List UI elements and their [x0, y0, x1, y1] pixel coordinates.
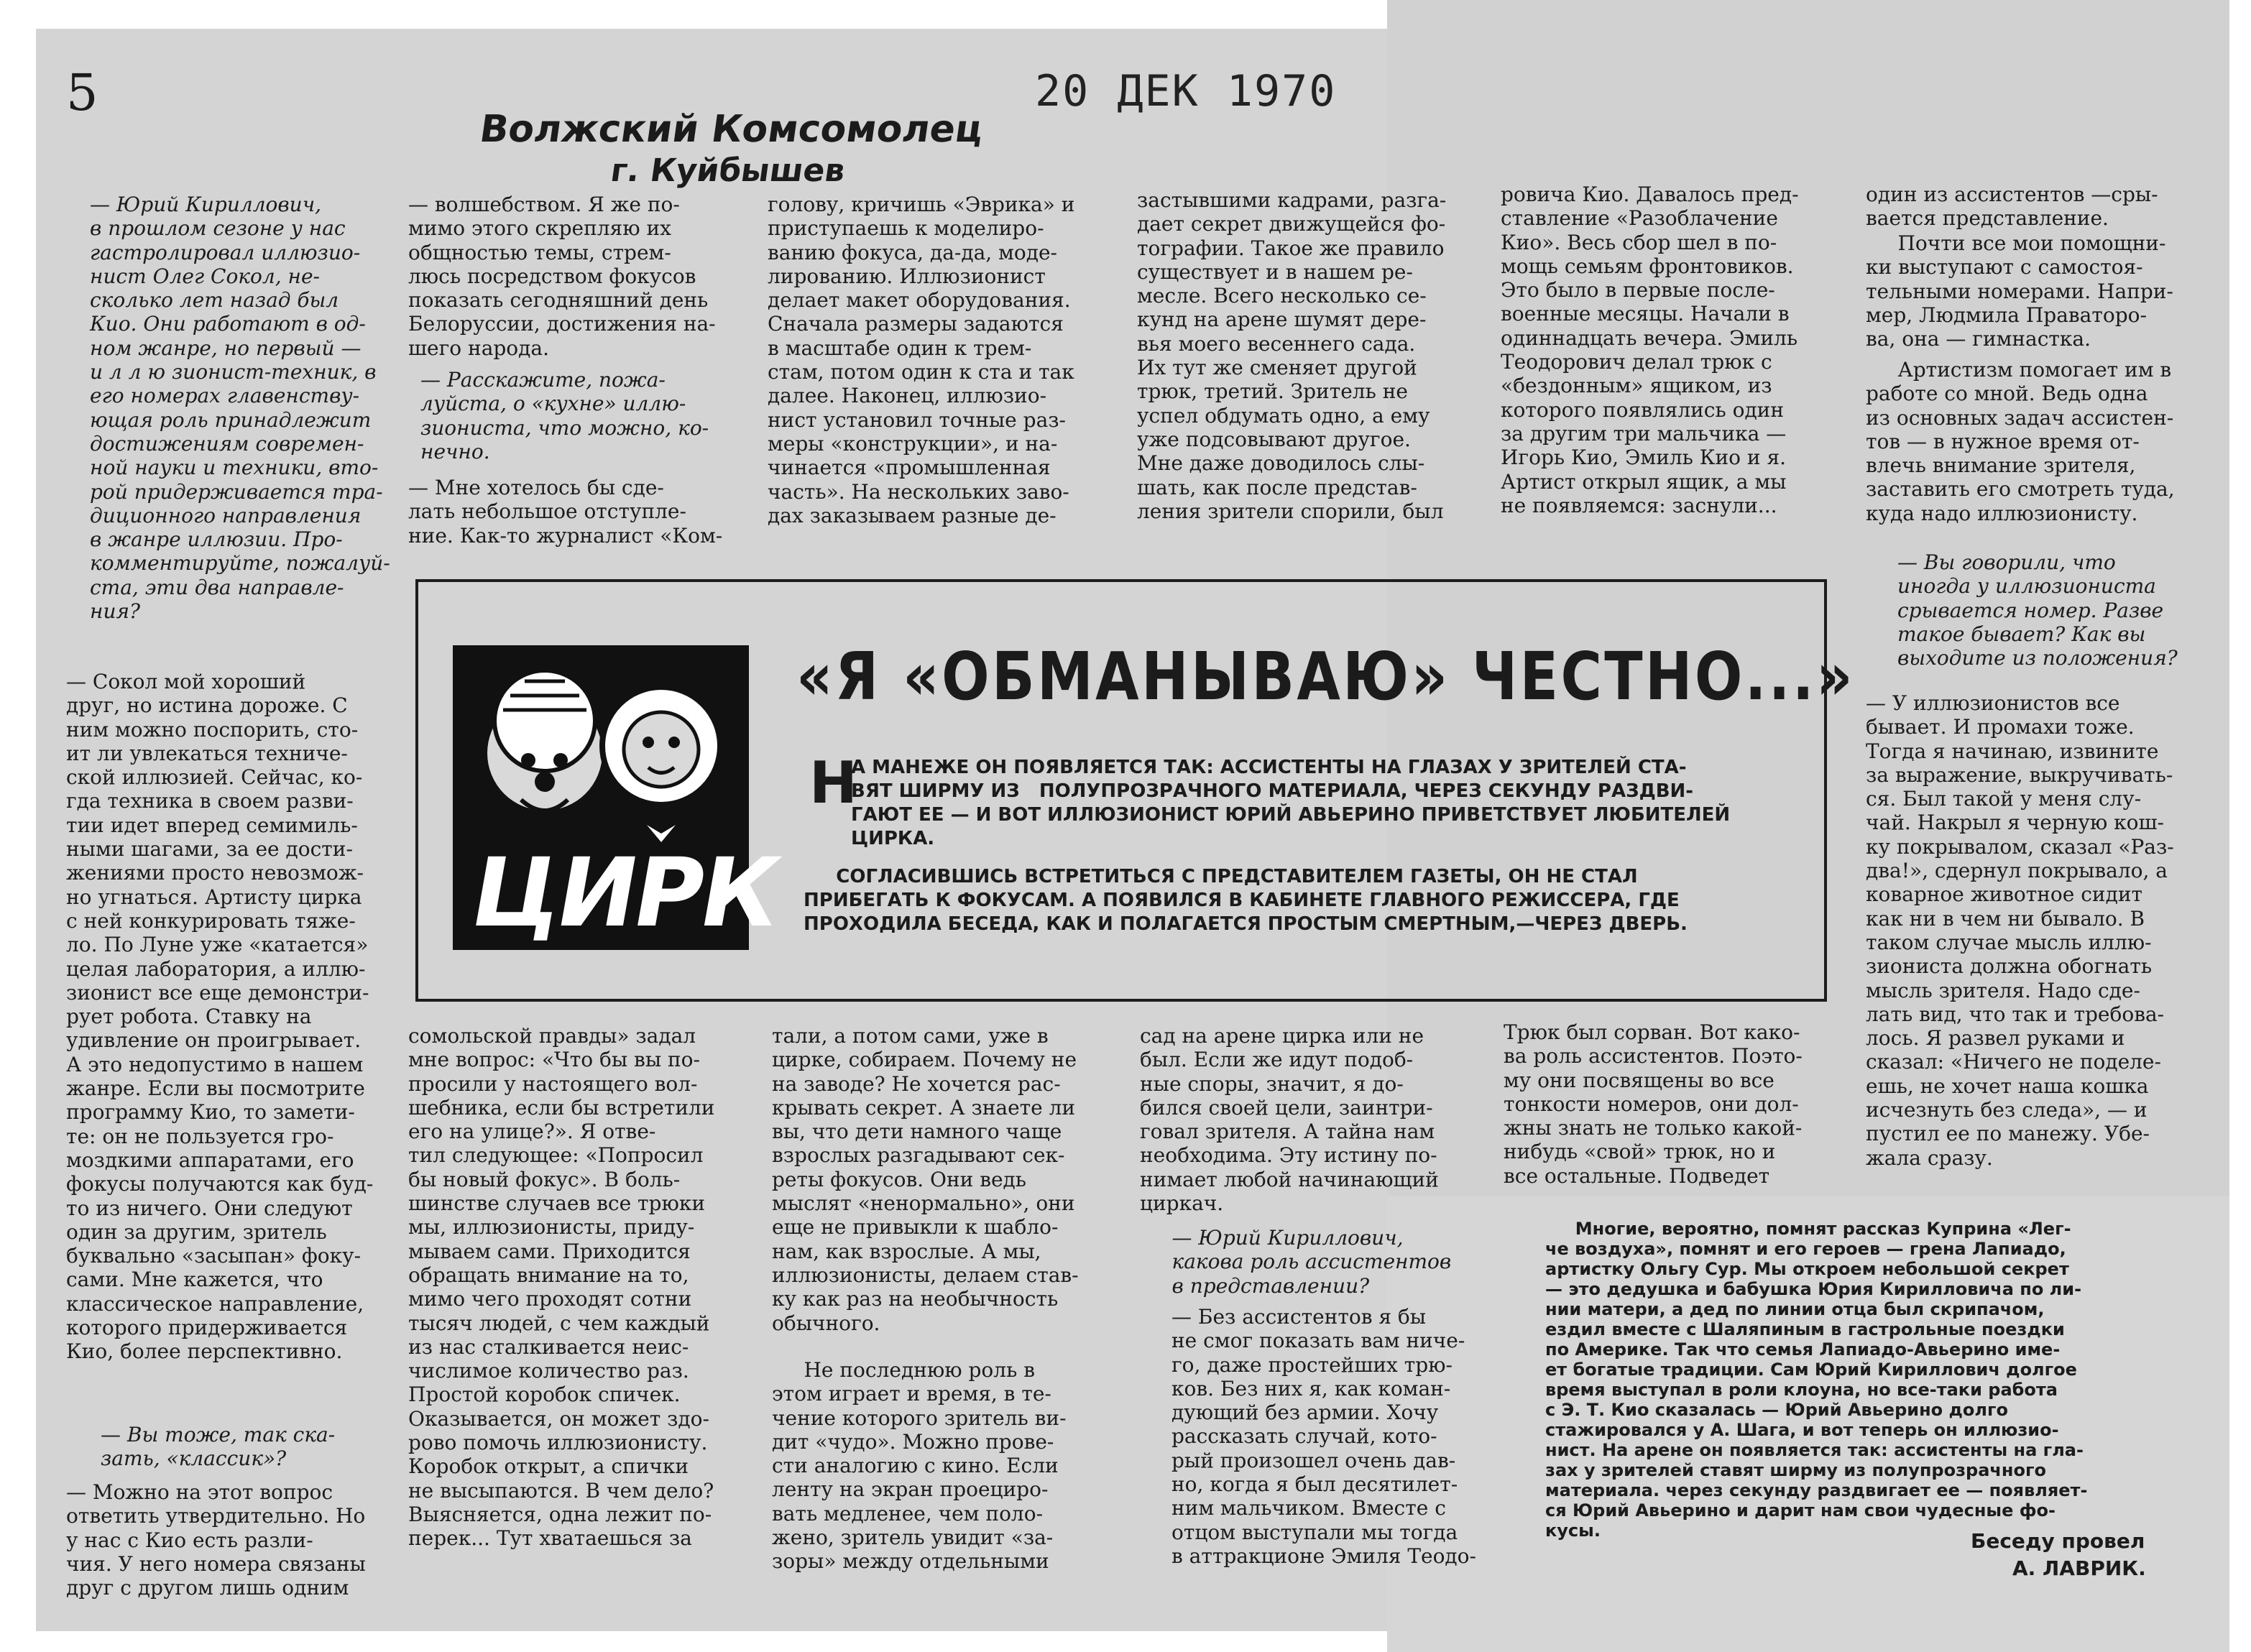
- circus-logo: [453, 645, 786, 950]
- column-1-answer-2: — Можно на этот вопрос ответить утвердительно. Но у нас с Кио есть разли- чия. У него номера связаны друг с другом лишь одним: [66, 1480, 366, 1600]
- circus-logo-text: ЦИРК: [463, 838, 786, 949]
- column-6-question: — Вы говорили, что иногда у иллюзиониста срывается номер. Разве такое бывает? Как вы выходите из положения?: [1897, 550, 2178, 670]
- column-5-text: ровича Кио. Давалось пред- ставление «Разоблачение Кио». Весь сбор шел в по- мощь семьям фронтовиков. Это было в первые после- военные месяцы. Начали в одиннадцать вечера. Эмиль Теодорович делал трюк с «бездонным» ящиком, из которого появлялись один за другим три мальчика — Игорь Кио, Эмиль Кио и я. Артист открыл ящик, а мы не появляемся: заснули...: [1501, 183, 1799, 517]
- column-b4-text-b: — Без ассистентов я бы не смог показать вам ниче- го, даже простейших трю- ков. Без них я, как коман- дующий без армии. Хочу рассказать случай, кото- рый произошел очень дав- но, когда я был десятилет- ним мальчиком. Вместе с отцом выступали мы тогда в аттракционе Эмиля Теодо-: [1171, 1305, 1476, 1568]
- byline-author: А. ЛАВРИК.: [2012, 1556, 2146, 1580]
- column-1-question: — Юрий Кириллович, в прошлом сезоне у нас гастролировал иллюзио- нист Олег Сокол, не- сколько лет назад был Кио. Они работают в од- ном жанре, но первый — и л л ю зионист-техник, в его номерах главенству- ющая роль принадлежит достижениям современ- ной науки и техники, вто- рой придерживается тра- диционного направления в жанре иллюзии. Про- комментируйте, пожалуй- ста, эти два направле- ния?: [90, 193, 390, 624]
- newspaper-name-stamp: Волжский Комсомолец: [477, 108, 986, 151]
- date-stamp: 20 ДЕК 1970: [1035, 66, 1337, 116]
- column-2-answer: — волшебством. Я же по- мимо этого скрепляю их общностью темы, стрем- люсь посредством фокусов показать сегодняшний день Белоруссии, достижения на- шего народа.: [408, 193, 716, 360]
- page-number: 5: [66, 63, 98, 122]
- column-b5-text: Трюк был сорван. Вот како- ва роль ассистентов. Поэто- му они посвящены во все тонкости номеров, они дол- жны знать не только какой- нибудь «свой» трюк, но и все остальные. Подведет: [1504, 1020, 1803, 1188]
- column-2-answer-2: — Мне хотелось бы сде- лать небольшое отступле- ние. Как-то журналист «Ком-: [408, 476, 723, 548]
- column-6-text-b: Почти все мои помощни- ки выступают с самостоя- тельными номерами. Напри- мер, Людмила Праваторо- ва, она — гимнастка.: [1866, 231, 2173, 351]
- newspaper-city-stamp: г. Куйбышев: [608, 152, 848, 189]
- column-4-text: застывшими кадрами, разга- дает секрет движущейся фо- тографии. Такое же правило существует и в нашем ре- месле. Всего несколько се- кунд на арене шумят дере- вья моего весеннего сада. Их тут же сменяет другой трюк, третий. Зритель не успел обдумать одно, а ему уже подсовывают другое. Мне даже доводилось слы- шать, как после представ- ления зрители спорили, был: [1137, 188, 1447, 523]
- column-b4-question: — Юрий Кириллович, какова роль ассистентов в представлении?: [1171, 1226, 1452, 1298]
- editorial-note: Многие, вероятно, помнят рассказ Куприна «Лег- че воздуха», помнят и его героев — грена Лапиадо, артистку Ольгу Сур. Мы откроем небольшой секрет — это дедушка и бабушка Юрия Кирилловича по ли- нии матери, а дед по линии отца был скрипачом, ездил вместе с Шаляпиным в гастрольные поездки по Америке. Так что семья Лапиадо-Авьерино име- ет богатые традиции. Сам Юрий Кириллович долгое время выступал в роли клоуна, но все-таки работа с Э. Т. Кио сказалась — Юрий Авьерино долго стажировался у А. Шага, и вот теперь он иллюзио- нист. На арене он появляется так: ассистенты на гла- зах у зрителей ставят ширму из полупрозрачного материала. через секунду раздвигает ее — появляет- ся Юрий Авьерино и дарит нам свои чудесные фо- кусы.: [1545, 1219, 2088, 1541]
- column-6-answer: — У иллюзионистов все бывает. И промахи тоже. Тогда я начинаю, извините за выражение, выкручивать- ся. Был такой у меня слу- чай. Накрыл я черную кош- ку покрывалом, сказал «Раз- два!», сдернул покрывало, а коварное животное сидит как ни в чем ни бывало. В таком случае мысль иллю- зиониста должна обогнать мысль зрителя. Надо сде- лать вид, что так и требова- лось. Я развел руками и сказал: «Ничего не поделе- ешь, не хочет наша кошка исчезнуть без следа», — и пустил ее по манежу. Убе- жала сразу.: [1866, 691, 2174, 1170]
- lead-paragraph-1: А МАНЕЖЕ ОН ПОЯВЛЯЕТСЯ ТАК: АССИСТЕНТЫ НА ГЛАЗАХ У ЗРИТЕЛЕЙ СТА- ВЯТ ШИРМУ ИЗ ПОЛУПРОЗРАЧНОГО МАТЕРИАЛА, ЧЕРЕЗ СЕКУНДУ РАЗДВИ- ГАЮТ ЕЕ — И ВОТ ИЛЛЮЗИОНИСТ ЮРИЙ АВЬЕРИНО ПРИВЕТСТВУЕТ ЛЮБИТЕЛЕЙ ЦИРКА.: [851, 757, 1731, 849]
- column-3-text: голову, кричишь «Эврика» и приступаешь к моделиро- ванию фокуса, да-да, моде- лированию. Иллюзионист делает макет оборудования. Сначала размеры задаются в масштабе один к трем- стам, потом один к ста и так далее. Наконец, иллюзио- нист установил точные раз- меры «конструкции», и на- чинается «промышленная часть». На нескольких заво- дах заказываем разные де-: [768, 193, 1075, 527]
- byline-label: Беседу провел: [1971, 1529, 2145, 1553]
- headline: «Я «ОБМАНЫВАЮ» ЧЕСТНО...»: [796, 638, 1855, 715]
- column-1-answer: — Сокол мой хороший друг, но истина дороже. С ним можно поспорить, сто- ит ли увлекаться техниче- ской иллюзией. Сейчас, ко- гда техника в своем разви- тии идет вперед семимиль- ными шагами, за ее дости- жениями просто невозмож- но угнаться. Артисту цирка с ней конкурировать тяже- ло. По Луне уже «катается» целая лаборатория, а иллю- зионист все еще демонстри- рует робота. Ставку на удивление он проигрывает. А это недопустимо в нашем жанре. Если вы посмотрите программу Кио, то замети- те: он не пользуется гро- моздкими аппаратами, его фокусы получаются как буд- то из ничего. Они следуют один за другим, зритель буквально «засыпан» фоку- сами. Мне кажется, что классическое направление, которого придерживается Кио, более перспективно.: [66, 670, 374, 1364]
- column-b2-text: сомольской правды» задал мне вопрос: «Что бы вы по- просили у настоящего вол- шебника, если бы встретили его на улице?». Я отве- тил следующее: «Попросил бы новый фокус». В боль- шинстве случаев все трюки мы, иллюзионисты, приду- мываем сами. Приходится обращать внимание на то, мимо чего проходят сотни тысяч людей, с чем каждый из нас сталкивается неис- числимое количество раз. Простой коробок спичек. Оказывается, он может здо- рово помочь иллюзионисту. Коробок открыт, а спички не высыпаются. В чем дело? Выясняется, одна лежит по- перек... Тут хватаешься за: [408, 1024, 715, 1551]
- column-2-question: — Расскажите, пожа- луйста, о «кухне» иллю- зиониста, что можно, ко- нечно.: [420, 368, 709, 463]
- column-6-text-c: Артистизм помогает им в работе со мной. Ведь одна из основных задач ассистен- тов — в нужное время от- влечь внимание зрителя, заставить его смотреть туда, куда надо иллюзионисту.: [1866, 358, 2175, 525]
- lead-drop-cap: Н: [809, 749, 857, 816]
- column-b3-text-b: Не последнюю роль в этом играет и время, в те- чение которого зритель ви- дит «чудо». Можно прове- сти аналогию с кино. Если ленту на экран проециро- вать медленее, чем поло- жено, зритель увидит «за- зоры» между отдельными: [772, 1358, 1067, 1574]
- column-b3-text-a: тали, а потом сами, уже в цирке, собираем. Почему не на заводе? Не хочется рас- крывать секрет. А знаете ли вы, что дети намного чаще взрослых разгадывают сек- реты фокусов. Они ведь мыслят «ненормально», они еще не привыкли к шабло- нам, как взрослые. А мы, иллюзионисты, делаем став- ку как раз на необычность обычного.: [772, 1024, 1079, 1335]
- column-6-text-a: один из ассистентов —сры- вается представление.: [1866, 183, 2158, 231]
- lead-paragraph-2: СОГЛАСИВШИСЬ ВСТРЕТИТЬСЯ С ПРЕДСТАВИТЕЛЕМ ГАЗЕТЫ, ОН НЕ СТАЛ ПРИБЕГАТЬ К ФОКУСАМ. А ПОЯВИЛСЯ В КАБИНЕТЕ ГЛАВНОГО РЕЖИССЕРА, ГДЕ ПРОХОДИЛА БЕСЕДА, КАК И ПОЛАГАЕТСЯ ПРОСТЫМ СМЕРТНЫМ,—ЧЕРЕЗ ДВЕРЬ.: [804, 866, 1688, 935]
- column-b4-text-a: сад на арене цирка или не был. Если же идут подоб- ные споры, значит, я до- бился своей цели, заинтри- говал зрителя. А тайна нам необходима. Эту истину по- нимает любой начинающий циркач.: [1140, 1024, 1439, 1216]
- column-1-question-2: — Вы тоже, так ска- зать, «классик»?: [101, 1423, 336, 1471]
